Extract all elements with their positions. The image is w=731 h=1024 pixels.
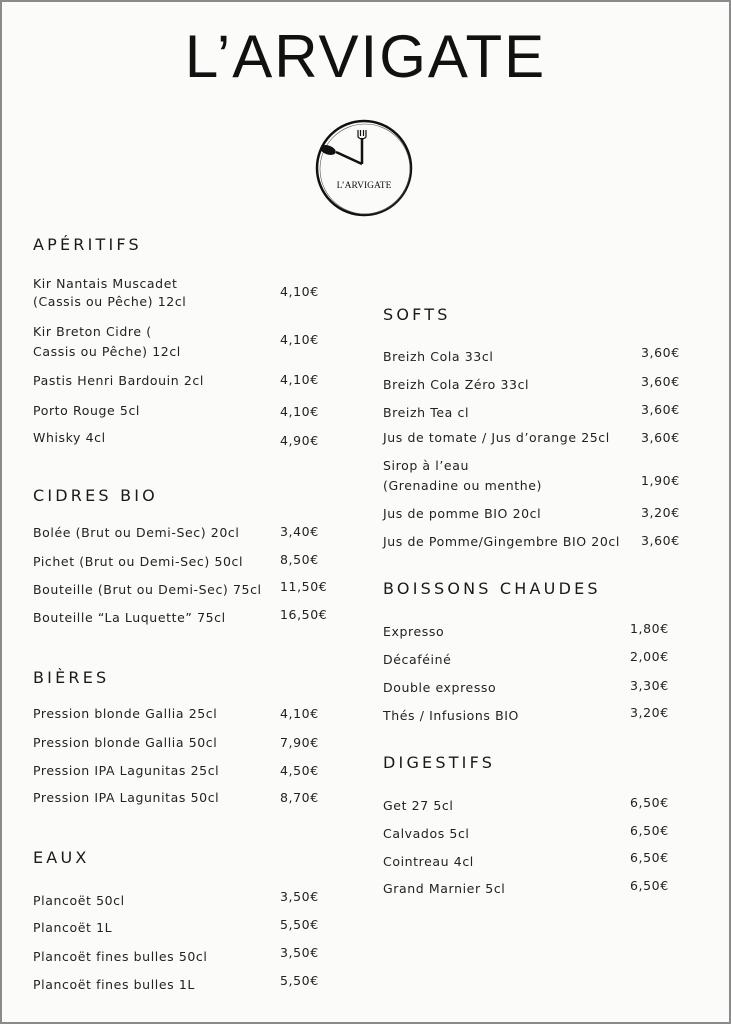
item-name: Get 27 5cl (383, 798, 454, 813)
item-price: 3,60€ (641, 533, 680, 548)
item-name: Grand Marnier 5cl (383, 881, 506, 896)
item-name: Expresso (383, 624, 445, 639)
item-price: 4,10€ (280, 706, 319, 721)
item-name: Pastis Henri Bardouin 2cl (33, 373, 204, 388)
item-name: Porto Rouge 5cl (33, 403, 140, 418)
item-price: 11,50€ (280, 579, 328, 594)
section-heading: APÉRITIFS (33, 235, 142, 254)
item-price: 16,50€ (280, 607, 328, 622)
item-price: 3,60€ (641, 345, 680, 360)
section-heading: EAUX (33, 848, 90, 867)
section-heading: BIÈRES (33, 668, 110, 687)
item-name: Whisky 4cl (33, 430, 106, 445)
item-name: Calvados 5cl (383, 826, 470, 841)
item-price: 4,90€ (280, 433, 319, 448)
item-name: Plancoët 1L (33, 920, 113, 935)
item-price: 1,90€ (641, 473, 680, 488)
item-price: 3,60€ (641, 374, 680, 389)
item-name-line2: (Grenadine ou menthe) (383, 478, 543, 493)
item-price: 3,20€ (641, 505, 680, 520)
item-name: Cointreau 4cl (383, 854, 474, 869)
item-name: Thés / Infusions BIO (383, 708, 519, 723)
item-price: 4,10€ (280, 404, 319, 419)
item-name: Bouteille “La Luquette” 75cl (33, 610, 226, 625)
item-price: 7,90€ (280, 735, 319, 750)
item-name: Pression IPA Lagunitas 50cl (33, 790, 220, 805)
item-price: 4,10€ (280, 332, 319, 347)
item-price: 8,70€ (280, 790, 319, 805)
item-price: 6,50€ (630, 823, 669, 838)
item-name: Pichet (Brut ou Demi-Sec) 50cl (33, 554, 244, 569)
item-name: Kir Nantais Muscadet (33, 276, 178, 291)
item-name: Bouteille (Brut ou Demi-Sec) 75cl (33, 582, 262, 597)
item-price: 5,50€ (280, 973, 319, 988)
item-price: 4,10€ (280, 284, 319, 299)
item-price: 2,00€ (630, 649, 669, 664)
item-price: 6,50€ (630, 878, 669, 893)
section-heading: DIGESTIFS (383, 753, 496, 772)
item-name: Bolée (Brut ou Demi-Sec) 20cl (33, 525, 240, 540)
item-name: Double expresso (383, 680, 497, 695)
item-name: Sirop à l’eau (383, 458, 469, 473)
item-name: Pression blonde Gallia 25cl (33, 706, 218, 721)
item-price: 6,50€ (630, 795, 669, 810)
section-heading: SOFTS (383, 305, 451, 324)
item-name: Plancoët fines bulles 50cl (33, 949, 208, 964)
logo-text: L’ARVIGATE (336, 181, 392, 191)
clock-cutlery-logo (314, 118, 414, 218)
item-name: Breizh Cola 33cl (383, 349, 494, 364)
item-price: 3,60€ (641, 402, 680, 417)
item-name: Décaféiné (383, 652, 452, 667)
section-heading: BOISSONS CHAUDES (383, 579, 601, 598)
item-name: Jus de tomate / Jus d’orange 25cl (383, 430, 610, 445)
item-name-line2: Cassis ou Pêche) 12cl (33, 344, 181, 359)
item-price: 3,50€ (280, 945, 319, 960)
section-heading: CIDRES BIO (33, 486, 158, 505)
item-name: Breizh Cola Zéro 33cl (383, 377, 530, 392)
item-name: Plancoët 50cl (33, 893, 125, 908)
item-name: Plancoët fines bulles 1L (33, 977, 195, 992)
item-name: Kir Breton Cidre ( (33, 324, 152, 339)
item-name: Pression IPA Lagunitas 25cl (33, 763, 220, 778)
item-price: 5,50€ (280, 917, 319, 932)
item-price: 3,50€ (280, 889, 319, 904)
item-price: 6,50€ (630, 850, 669, 865)
item-price: 1,80€ (630, 621, 669, 636)
item-price: 3,40€ (280, 524, 319, 539)
item-name: Pression blonde Gallia 50cl (33, 735, 218, 750)
restaurant-title: L’ARVIGATE (184, 23, 547, 90)
item-name: Jus de pomme BIO 20cl (383, 506, 542, 521)
item-price: 4,10€ (280, 372, 319, 387)
item-price: 3,20€ (630, 705, 669, 720)
item-price: 3,30€ (630, 678, 669, 693)
item-name: Breizh Tea cl (383, 405, 470, 420)
item-name: Jus de Pomme/Gingembre BIO 20cl (383, 534, 620, 549)
item-price: 4,50€ (280, 763, 319, 778)
item-name-line2: (Cassis ou Pêche) 12cl (33, 294, 187, 309)
item-price: 8,50€ (280, 552, 319, 567)
item-price: 3,60€ (641, 430, 680, 445)
